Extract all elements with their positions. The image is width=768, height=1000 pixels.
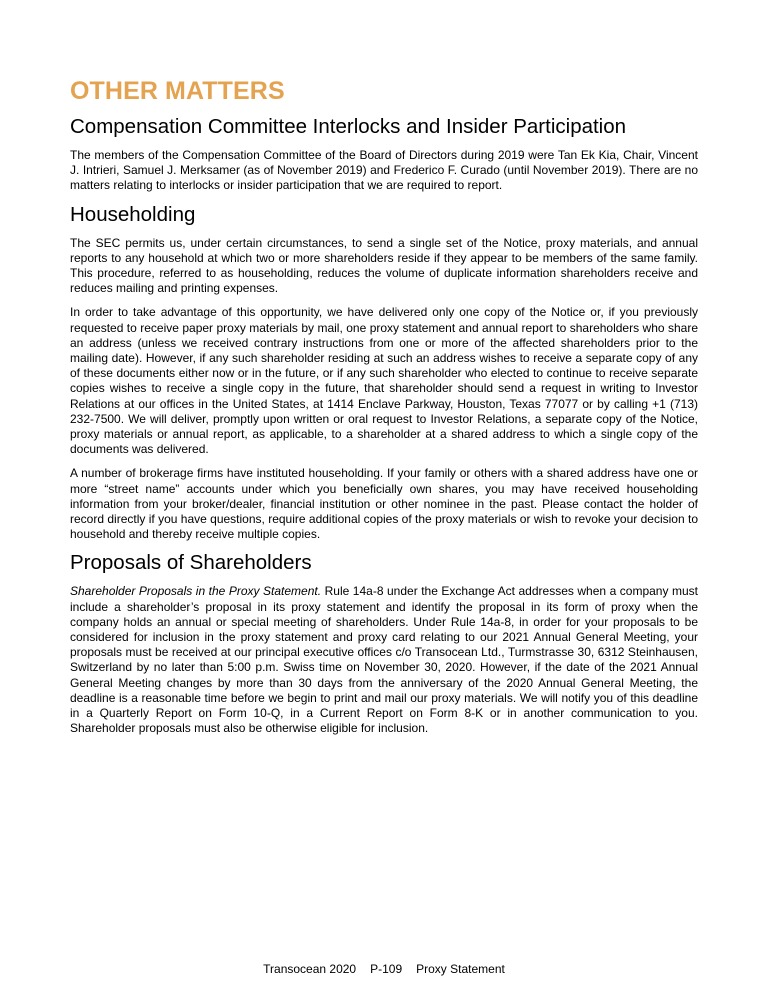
heading-householding: Householding [70, 202, 196, 226]
paragraph-body-text: Rule 14a-8 under the Exchange Act addresses when a company must include a shareholder’s proposal in its proxy statement and identify the proposal in its form of proxy when the company holds an annual or special meeting of shareholders. Under Rule 14a-8, in order for your proposals to be considered for inclusion in the proxy statement and proxy card relating to our 2021 Annual General Meeting, your proposals must be received at our principal executive offices c/o Transocean Ltd., Turmstrasse 30, 6312 Steinhausen, Switzerland by no later than 5:00 p.m. Swiss time on November 30, 2020. However, if the date of the 2021 Annual General Meeting changes by more than 30 days from the anniversary of the 2020 Annual General Meeting, the deadline is a reasonable time before we begin to print and mail our proxy materials. We will notify you of this deadline in a Quarterly Report on Form 10-Q, in a Current Report on Form 8-K or in another communication to you. Shareholder proposals must also be otherwise eligible for inclusion. [70, 584, 699, 736]
document-page [70, 76, 698, 746]
section-title: OTHER MATTERS [70, 77, 285, 105]
paragraph-compensation-committee: The members of the Compensation Committee of the Board of Directors during 2019 were Tan Ek Kia, Chair, Vincent J. Intrieri, Samuel J. Merksamer (as of November 2019) and Frederico F. Curado (until November 2019). There are no matters relating to interlocks or insider participation that we are required to report. [70, 148, 698, 193]
paragraph-shareholder-proposals [70, 584, 698, 736]
heading-compensation-committee: Compensation Committee Interlocks and Insider Participation [70, 115, 627, 138]
heading-proposals-of-shareholders: Proposals of Shareholders [70, 551, 312, 575]
paragraph-householding-1: The SEC permits us, under certain circumstances, to send a single set of the Notice, proxy materials, and annual reports to any household at which two or more shareholders reside if they appear to be members of the same family. This procedure, referred to as householding, reduces the volume of duplicate information shareholders receive and reduces mailing and printing expenses. [70, 235, 698, 296]
footer-company-year: Transocean 2020 [263, 962, 357, 976]
footer-page-number: P-109 [370, 962, 403, 976]
paragraph-householding-3: A number of brokerage firms have instituted householding. If your family or others with a shared address have one or more “street name” accounts under which you beneficially own shares, you may have received householding information from your broker/dealer, financial institution or other nominee in the past. Please contact the holder of record directly if you have questions, require additional copies of the proxy materials or wish to revoke your decision to household and thereby receive multiple copies. [70, 466, 698, 542]
paragraph-lead-in: Shareholder Proposals in the Proxy Statement. [70, 584, 322, 599]
paragraph-householding-2: In order to take advantage of this opportunity, we have delivered only one copy of the Notice or, if you previously requested to receive paper proxy materials by mail, one proxy statement and annual report to shareholders who share an address (unless we received contrary instructions from one or more of the affected shareholders prior to the mailing date). However, if any such shareholder residing at such an address wishes to receive a separate copy of any of these documents either now or in the future, or if any such shareholder who elected to continue to receive separate copies wishes to receive a single copy in the future, that shareholder should send a request in writing to Investor Relations at our offices in the United States, at 1414 Enclave Parkway, Houston, Texas 77077 or by calling +1 (713) 232-7500. We will deliver, promptly upon written or oral request to Investor Relations, a separate copy of the Notice, proxy materials or annual report, as applicable, to a shareholder at a shared address to which a single copy of the documents was delivered. [70, 305, 698, 457]
footer-document-name: Proxy Statement [416, 962, 505, 976]
page-footer [0, 962, 768, 977]
